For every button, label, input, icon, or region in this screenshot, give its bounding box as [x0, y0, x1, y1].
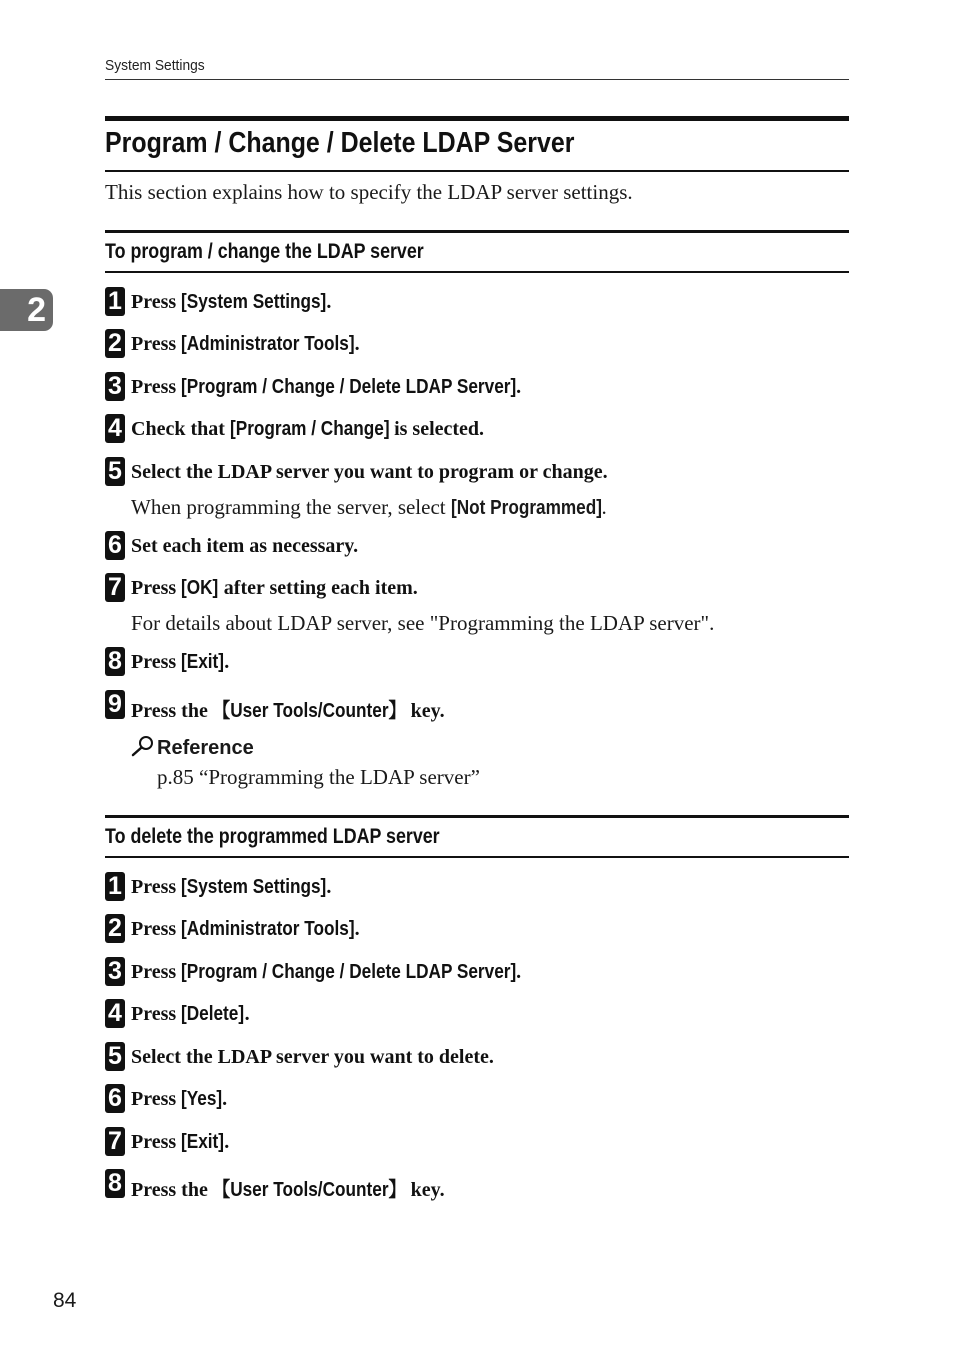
step-number-badge: 5: [105, 1042, 125, 1071]
step-text: Select the LDAP server you want to delete.: [131, 1046, 494, 1068]
section2-rule-bottom: [105, 856, 849, 858]
step7-note: For details about LDAP server, see "Programming the LDAP server".: [131, 611, 715, 635]
running-head-rule: [105, 79, 849, 80]
step-number-badge: 3: [105, 957, 125, 986]
step-number-badge: 1: [105, 287, 125, 316]
section1-rule-bottom: [105, 271, 849, 273]
key-label: [Program / Change / Delete LDAP Server]: [181, 961, 517, 983]
key-label: [Delete]: [181, 1003, 245, 1025]
step-text: Press the 【User Tools/Counter】 key.: [131, 694, 445, 723]
step-number-badge: 4: [105, 414, 125, 443]
step-number-badge: 2: [105, 329, 125, 358]
step5-note: When programming the server, select [Not Programmed].: [131, 495, 607, 519]
step-text: Press [Delete].: [131, 1003, 250, 1025]
key-label: [Administrator Tools]: [181, 333, 355, 355]
key-label: [System Settings]: [181, 291, 327, 313]
step-number-badge: 7: [105, 573, 125, 602]
running-head: System Settings: [105, 57, 205, 74]
step-text: Press [Administrator Tools].: [131, 333, 360, 355]
key-label: [Exit]: [181, 1131, 225, 1153]
step-text: Check that [Program / Change] is selected.: [131, 418, 485, 440]
reference-label: Reference: [157, 737, 254, 759]
not-programmed-key: [Not Programmed]: [450, 497, 602, 519]
section1-rule-top: [105, 230, 849, 233]
step-number-badge: 8: [105, 647, 125, 676]
step-number-badge: 9: [105, 690, 125, 719]
step-number-badge: 5: [105, 457, 125, 486]
key-label: [System Settings]: [181, 876, 327, 898]
step-text: Press the 【User Tools/Counter】 key.: [131, 1173, 445, 1202]
key-label: 【User Tools/Counter】: [212, 700, 406, 722]
step-text: Press [Exit].: [131, 1131, 230, 1153]
reference-heading: [131, 735, 254, 760]
key-label: [Administrator Tools]: [181, 918, 355, 940]
step-text: Set each item as necessary.: [131, 535, 359, 557]
key-label: [Program / Change / Delete LDAP Server]: [181, 376, 517, 398]
key-label: 【User Tools/Counter】: [212, 1179, 406, 1201]
step-text: Press [Yes].: [131, 1088, 228, 1110]
section2-rule-top: [105, 815, 849, 818]
reference-link[interactable]: p.85 “Programming the LDAP server”: [157, 765, 480, 789]
step-number-badge: 1: [105, 872, 125, 901]
chapter-tab: [0, 289, 53, 331]
page-title: Program / Change / Delete LDAP Server: [105, 127, 575, 159]
step-text: Press [Exit].: [131, 651, 230, 673]
step-text: Press [Program / Change / Delete LDAP Server].: [131, 961, 522, 983]
step-number-badge: 3: [105, 372, 125, 401]
section2-heading: To delete the programmed LDAP server: [105, 825, 440, 848]
step-text: Select the LDAP server you want to program or change.: [131, 461, 608, 483]
page-number: 84: [53, 1289, 77, 1312]
key-label: [Yes]: [181, 1088, 223, 1110]
title-rule-top: [105, 116, 849, 121]
key-label: [Program / Change]: [229, 418, 390, 440]
step-number-badge: 4: [105, 999, 125, 1028]
step-number-badge: 8: [105, 1169, 125, 1198]
title-rule-bottom: [105, 170, 849, 172]
step-number-badge: 7: [105, 1127, 125, 1156]
magnifier-icon: [131, 735, 155, 757]
step-number-badge: 6: [105, 531, 125, 560]
step-text: Press [System Settings].: [131, 876, 332, 898]
key-label: [OK]: [181, 577, 219, 599]
step-text: Press [Administrator Tools].: [131, 918, 360, 940]
section1-heading: To program / change the LDAP server: [105, 240, 424, 263]
chapter-number: 2: [27, 291, 46, 329]
step-text: Press [OK] after setting each item.: [131, 577, 418, 599]
step-number-badge: 6: [105, 1084, 125, 1113]
key-label: [Exit]: [181, 651, 225, 673]
step-number-badge: 2: [105, 914, 125, 943]
step-text: Press [Program / Change / Delete LDAP Server].: [131, 376, 522, 398]
intro-paragraph: This section explains how to specify the LDAP server settings.: [105, 180, 633, 204]
step-text: Press [System Settings].: [131, 291, 332, 313]
